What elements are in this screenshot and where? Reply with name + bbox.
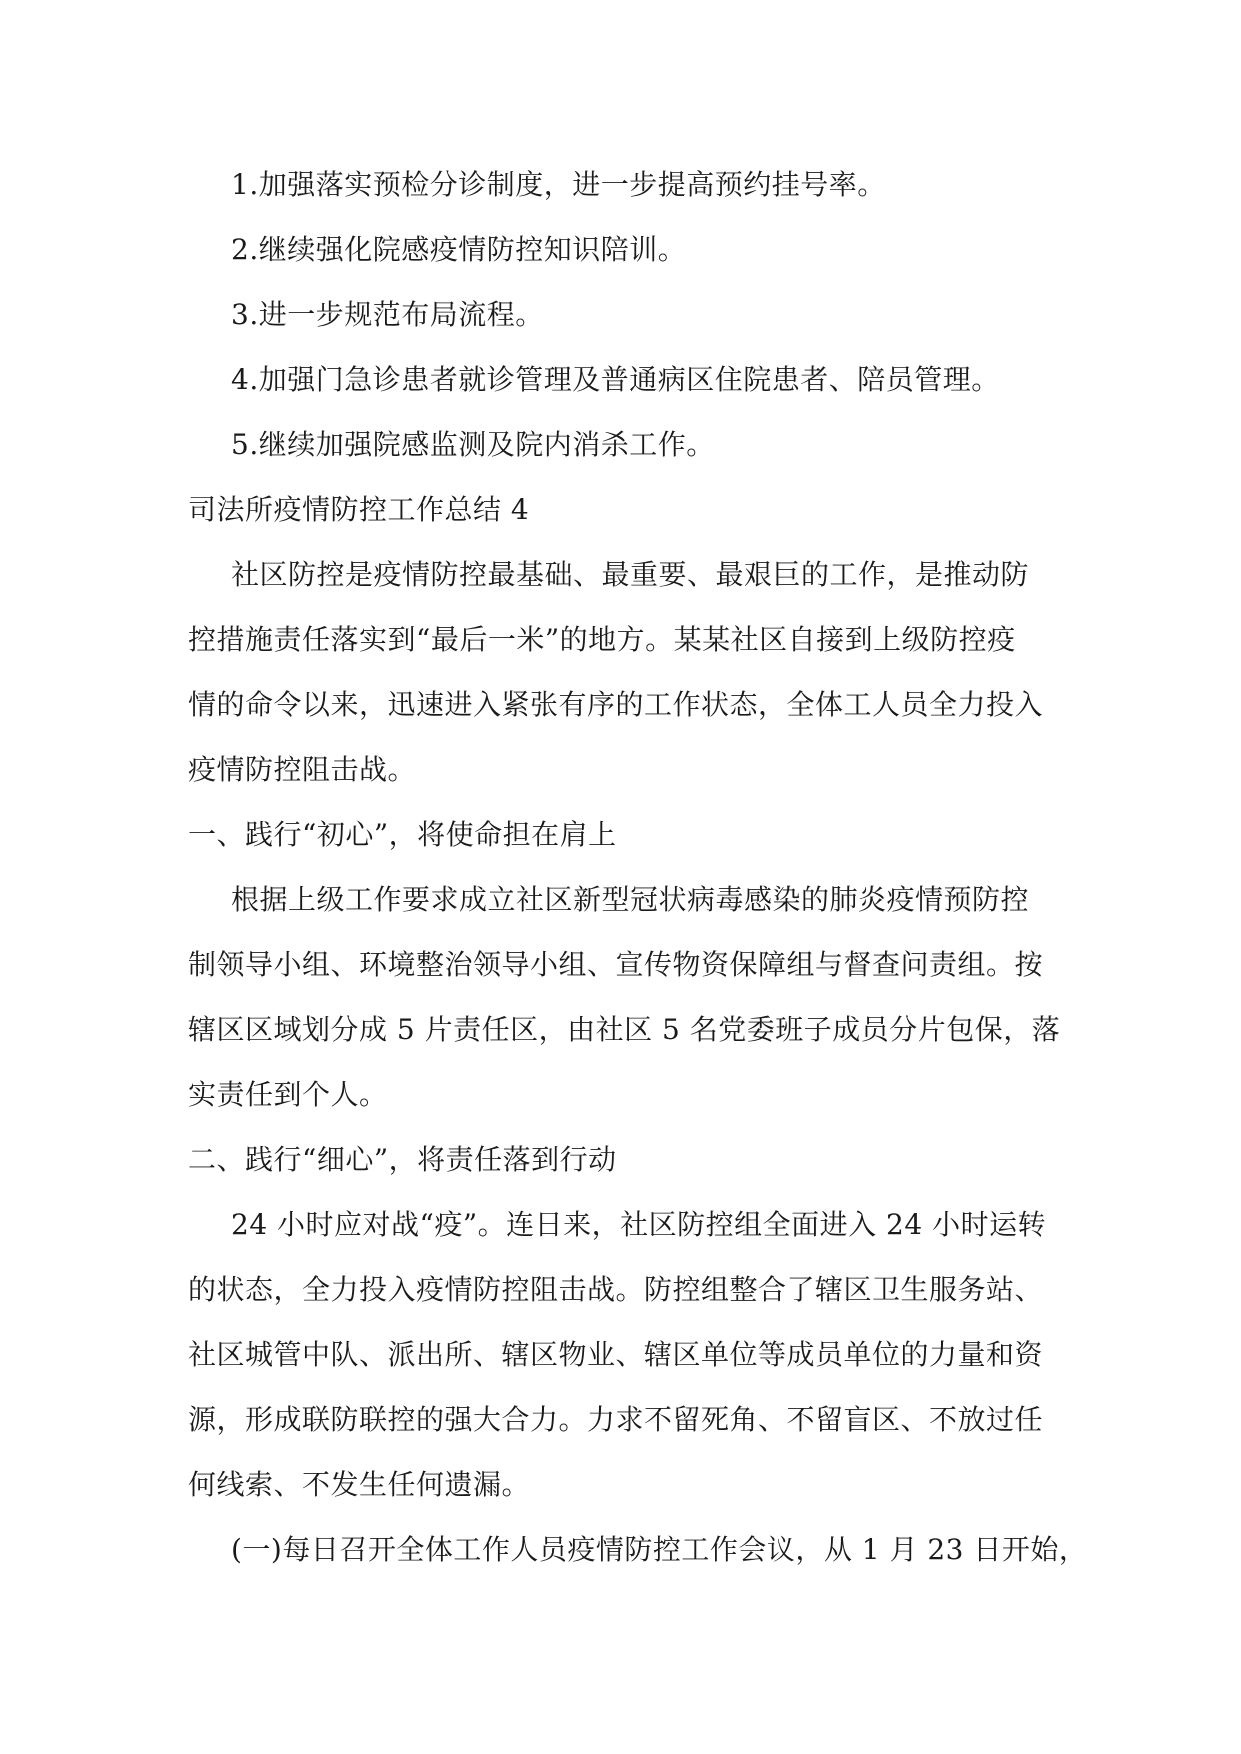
document-body (188, 152, 1088, 1582)
paragraph-1-line: 根据上级工作要求成立社区新型冠状病毒感染的肺炎疫情预防控 (231, 883, 1030, 916)
paragraph-2-line: 社区城管中队、派出所、辖区物业、辖区单位等成员单位的力量和资 (188, 1338, 1044, 1371)
list-item: 3.进一步规范布局流程。 (231, 298, 544, 331)
intro-paragraph-line: 情的命令以来，迅速进入紧张有序的工作状态，全体工人员全力投入 (188, 688, 1044, 721)
paragraph-1-line: 制领导小组、环境整治领导小组、宣传物资保障组与督查问责组。按 (188, 948, 1044, 981)
heading-2: 二、践行“细心”，将责任落到行动 (188, 1143, 617, 1176)
intro-paragraph-line: 疫情防控阻击战。 (188, 753, 417, 786)
paragraph-2-line: 24 小时应对战“疫”。连日来，社区防控组全面进入 24 小时运转 (231, 1208, 1047, 1241)
paragraph-3-line: (一)每日召开全体工作人员疫情防控工作会议，从 1 月 23 日开始， (231, 1533, 1088, 1566)
list-item: 5.继续加强院感监测及院内消杀工作。 (231, 428, 715, 461)
paragraph-1-line: 实责任到个人。 (188, 1078, 388, 1111)
intro-paragraph-line: 控措施责任落实到“最后一米”的地方。某某社区自接到上级防控疫 (188, 623, 1016, 656)
list-item: 2.继续强化院感疫情防控知识陪训。 (231, 233, 687, 266)
list-item: 1.加强落实预检分诊制度，进一步提高预约挂号率。 (231, 168, 886, 201)
paragraph-2-line: 源，形成联防联控的强大合力。力求不留死角、不留盲区、不放过任 (188, 1403, 1044, 1436)
intro-paragraph-line: 社区防控是疫情防控最基础、最重要、最艰巨的工作，是推动防 (231, 558, 1030, 591)
paragraph-1-line: 辖区区域划分成 5 片责任区，由社区 5 名党委班子成员分片包保，落 (188, 1013, 1061, 1046)
list-item: 4.加强门急诊患者就诊管理及普通病区住院患者、陪员管理。 (231, 363, 1000, 396)
paragraph-2-line: 何线索、不发生任何遗漏。 (188, 1468, 531, 1501)
section-title: 司法所疫情防控工作总结 4 (188, 493, 530, 526)
heading-1: 一、践行“初心”，将使命担在肩上 (188, 818, 617, 851)
paragraph-2-line: 的状态，全力投入疫情防控阻击战。防控组整合了辖区卫生服务站、 (188, 1273, 1044, 1306)
